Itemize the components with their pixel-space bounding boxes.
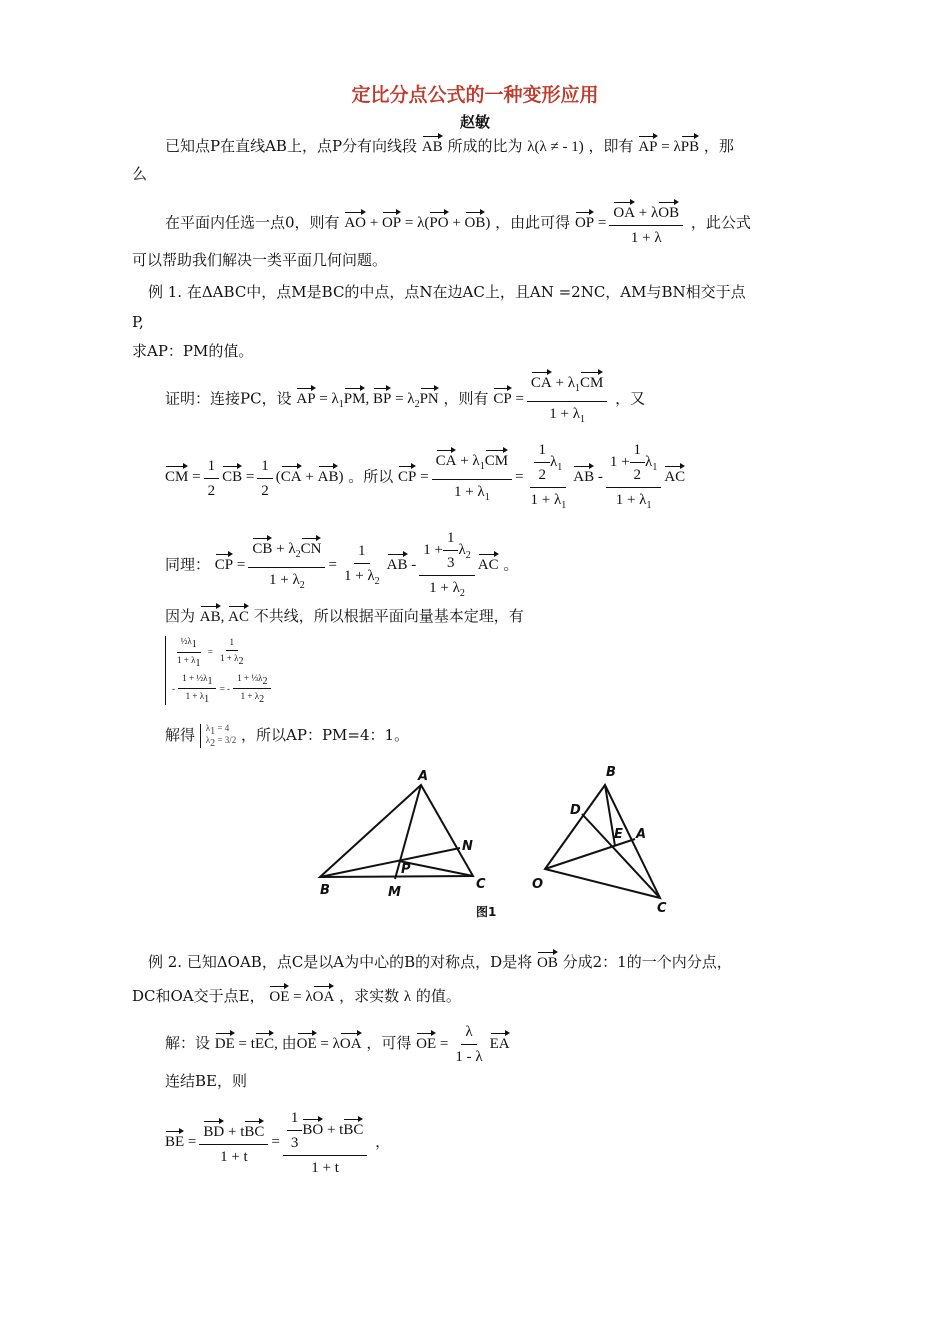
intro-text: 已知点P在直线AB上，点P分有向线段	[165, 137, 418, 155]
proof-text: 证明：连接PC，设	[165, 389, 292, 408]
intro-text: 所成的比为	[447, 137, 523, 155]
label-c: C	[476, 877, 486, 892]
proof-text: 因为	[165, 607, 196, 625]
proof-text: 。所以	[348, 467, 394, 486]
example1-line-3: 求AP：PM的值。	[132, 342, 254, 360]
solution-text: ，可得	[366, 1033, 412, 1052]
solution-line-1: 解：设 DE = tEC, 由OE = λOA ，可得 OE = $\frac{\lambda}{1 - \lambda}$ EA	[165, 1024, 510, 1065]
intro-text: ，此公式	[690, 213, 751, 232]
example2-text: ，求实数	[339, 987, 400, 1005]
author-name: 赵敏	[459, 113, 490, 131]
example2-line-2: DC和OA交于点E， OE = λOA ，求实数 λ 的值。	[132, 984, 461, 1007]
label-d: D	[570, 803, 581, 818]
figure-caption: 图1	[476, 905, 497, 919]
label-a2: A	[636, 827, 647, 842]
intro-text: ，由此可得	[495, 213, 571, 232]
proof-line-5: 解得 $\lambda_1 = 4$ $\lambda_2 = 3/2$ ，所以AP：PM=4：1。	[165, 723, 410, 749]
proof-line-3: 同理： CP = $\frac{CB + \lambda_2CN}{1 + \lambda_2}$ = $\frac{1}{1 + \lambda_2}$ AB - 1 + $\frac{1}{3}$ $\lambda_2$ $1 + \lambda_2$ AC 。	[165, 530, 519, 599]
label-b2: B	[606, 765, 616, 780]
label-p: P	[401, 862, 411, 877]
proof-text: ，则有	[443, 389, 489, 408]
intro-text: 在平面内任选一点0，则有	[165, 213, 340, 232]
page-title: 定比分点公式的一种变形应用	[351, 84, 599, 106]
example2-text: DC和OA交于点E，	[132, 987, 265, 1005]
intro-line-2: 在平面内任选一点0，则有 AO + OP = λ(PO + OB) ，由此可得 OP = $\frac{\text{OA + λOB}}{1 + \lambda}$ ，此公式	[165, 200, 751, 248]
example1-line-1: 例 1. 在ΔABC中，点M是BC的中点，点N在边AC上，且AN =2NC，AM与BN相交于点	[148, 283, 746, 301]
example2-text: 例 2. 已知ΔOAB，点C是以A为中心的B的对称点，D是将	[148, 953, 533, 971]
intro-line-1b: 么	[132, 165, 148, 183]
proof-text: 不共线，所以根据平面向量基本定理，有	[253, 607, 524, 625]
label-b: B	[320, 883, 330, 898]
proof-text: ，又	[615, 389, 646, 408]
proof-text: 。	[503, 555, 519, 574]
example1-line-2: P,	[132, 313, 144, 331]
solution-text: 解：设	[165, 1033, 211, 1052]
proof-text: 同理：	[165, 555, 211, 574]
intro-line-1: 已知点P在直线AB上，点P分有向线段 AB 所成的比为 λ(λ ≠ - 1) ，即有 AP = λPB ，那	[165, 134, 734, 157]
label-a: A	[418, 769, 429, 784]
intro-text: ，那	[703, 137, 734, 155]
equation-system: $\frac{\frac{1}{2}\lambda_1}{1 + \lambda_1}$ = $\frac{1}{1 + \lambda_2}$ - $\frac{1 + \frac{1}{2}\lambda_1}{1 + \lambda_1}$ = - $\frac{1 + \frac{1}{3}\lambda_2}{1 + \lambda_2}$	[165, 636, 272, 705]
proof-line-2: CM = $\frac{1}{2}$ CB = $\frac{1}{2}$ (CA + AB) 。所以 CP = $\frac{CA + \lambda_1CM}{1 + \lambda_1}$ = $\frac{1}{2}$ $\lambda_1$ $1 + \lambda_1$ AB - 1 + $\frac{1}{2}$ $\lambda_1$ $1 + \lambda_1$ AC	[165, 442, 686, 511]
solution-text: ，	[375, 1132, 391, 1151]
proof-text: 解得	[165, 725, 196, 744]
example2-line-1: 例 2. 已知ΔOAB，点C是以A为中心的B的对称点，D是将 OB 分成2：1的一个内分点，	[148, 950, 732, 973]
solution-line-2: 连结BE，则	[165, 1072, 247, 1090]
proof-line-4: 因为 AB, AC 不共线，所以根据平面向量基本定理，有	[165, 604, 524, 627]
triangle-abc	[320, 785, 473, 879]
label-o: O	[532, 877, 544, 892]
proof-line-1: 证明：连接PC，设 AP = $\lambda_1PM$, BP = $\lambda_2PN$ ，则有 CP = $\frac{CA + \lambda_1CM}{1 + \lambda_1}$ ，又	[165, 370, 645, 430]
intro-line-3: 可以帮助我们解决一类平面几何问题。	[132, 251, 388, 269]
label-e: E	[614, 827, 623, 842]
label-c2: C	[657, 901, 667, 916]
solution-line-3: BE = $\frac{\text{BD + tBC}}{1 + t}$ = $\frac{1}{3}$ BO + tBC 1 + t ，	[165, 1110, 391, 1176]
proof-text: ，所以AP：PM=4：1。	[241, 725, 410, 744]
example2-text: 分成2：1的一个内分点，	[562, 953, 732, 971]
label-n: N	[462, 839, 473, 854]
intro-text: ，即有	[588, 137, 634, 155]
figure-1	[300, 760, 700, 930]
example2-text: 的值。	[415, 987, 461, 1005]
label-m: M	[388, 885, 401, 900]
